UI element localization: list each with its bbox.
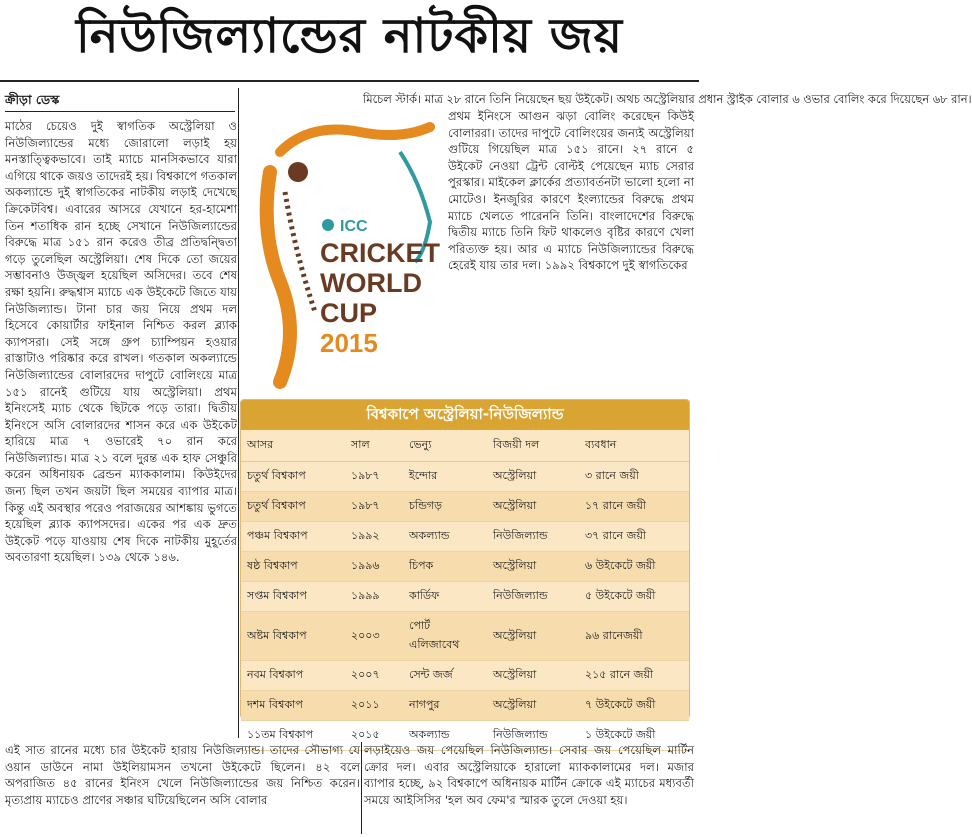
table-header-row [241, 430, 689, 462]
icc-ball-icon [322, 219, 334, 231]
cell-year: ২০১৫ [345, 721, 403, 751]
cell-margin: ৫ উইকেটে জয়ী [579, 582, 689, 612]
right-top-text-line2 [245, 108, 445, 110]
cell-margin: ৯৬ রানেজয়ী [579, 612, 689, 661]
table-row [241, 522, 689, 552]
cell-margin: ১৭ রানে জয়ী [579, 492, 689, 522]
cell-year: ১৯৮৭ [345, 462, 403, 492]
cell-edition: চতুর্থ বিশ্বকাপ [241, 462, 345, 492]
cell-winner: নিউজিল্যান্ড [487, 721, 579, 751]
cricket-world-cup-logo [240, 112, 443, 402]
header-margin: ব্যবধান [579, 430, 689, 462]
cell-margin: ৭ উইকেটে জয়ী [579, 691, 689, 721]
cell-year: ১৯৮৭ [345, 492, 403, 522]
bottom-column-divider [361, 742, 362, 834]
cell-winner: অস্ট্রেলিয়া [487, 612, 579, 661]
column-divider [238, 88, 239, 738]
cell-edition: সপ্তম বিশ্বকাপ [241, 582, 345, 612]
bottom-left-text: এই সাত রানের মধ্যে চার উইকেট হারায় নিউজিল্যান্ড। তাদের সৌভাগ্য যে ওয়ান ডাউনে নামা উইলিয়ামসন তখনো উইকেটে ছিলেন। ৪২ বলে অপরাজিত ৪৫ রানের ইনিংস খেলে নিউজিল্যান্ডের জয় নিশ্চিত করেন। মৃত্যপ্রায় ম্যাচেও প্রাণের সঞ্চার ঘটিয়েছিলেন অসি বোলার [5, 743, 360, 807]
cell-margin: ২১৫ রানে জয়ী [579, 661, 689, 691]
cell-winner: অস্ট্রেলিয়া [487, 492, 579, 522]
bottom-right-text: লড়াইয়েও জয় পেয়েছিল নিউজিল্যান্ড। সেবার জয় পেয়েছিল মার্টিন ক্রোর দল। এবার অস্ট্রেলিয়াকে হারালো ম্যাককালামের দল। মজার ব্যাপার হচ্ছে, ৯২ বিশ্বকাপে অধিনায়ক মার্টিন ক্রোকে এই ম্যাচের মধ্যবর্তী সময়ে আইসিসির 'হল অব ফেম'র স্মারক তুলে দেওয়া হয়। [364, 743, 694, 807]
table-row [241, 552, 689, 582]
logo-icc: ICC [340, 218, 368, 235]
left-column-text: মাঠের চেয়েও দুই স্বাগতিক অস্ট্রেলিয়া ও নিউজিল্যান্ডের মধ্যে জোরালো লড়াই হয় মনস্তাত্ত্বিকভাবে। তাই ম্যাচে মানসিকভাবে যারা এগিয়ে থাকে জয়ও তাদেরই হয়। বিশ্বকাপে গতকাল অকল্যান্ডে দুই স্বাগতিকের নাটকীয় লড়াই দেখেছে ক্রিকেটবিশ্ব। এবারের আসরে যেখানে হর-হামেশা তিন শতাধিক রান হচ্ছে সেখানে নিউজিল্যান্ডের বিরুদ্ধে মাত্র ১৫১ রান করেও তীব্র প্রতিদ্বন্দ্বিতা গড়ে তুলেছিল অস্ট্রেলিয়া। শেষ দিকে তো জয়ের সম্ভাবনাও উজ্জ্বল হয়েছিল অসিদের। তবে শেষ রক্ষা হয়নি। রুদ্ধশ্বাস ম্যাচে এক উইকেটে জিতে যায় নিউজিল্যান্ড। টানা চার জয় নিয়ে প্রথম দল হিসেবে কোয়ার্টার ফাইনাল নিশ্চিত করল ব্ল্যাক ক্যাপসরা। সেই সঙ্গে গ্রুপ চ্যাম্পিয়ন হওয়ার রাস্তাটাও পরিষ্কার করে রাখল। গতকাল অকল্যান্ডে নিউজিল্যান্ডের বোলারদের দাপুটে বোলিংয়ে মাত্র ১৫১ রানেই গুটিয়ে যায় অস্ট্রেলিয়া। প্রথম ইনিংসেই ম্যাচ থেকে ছিটকে পড়ে তারা। দ্বিতীয় ইনিংসে অসি বোলারদের শাসন করে এক উইকেট হারিয়ে মাত্র ৭ ওভারেই ৭০ রান করে নিউজিল্যান্ড। মাত্র ২১ বলে দুরন্ত এক হাফ সেঞ্চুরি করেন অধিনায়ক ব্রেন্ডন ম্যাককালাম। কিউইদের জন্য ছিল তখন জয়টা ছিল সময়ের ব্যাপার মাত্র। কিন্তু এই অবস্থার পরেও পরাজয়ের আশঙ্কায় ভুগতে হয়েছিল ব্ল্যাক ক্যাপসদের। একের পর এক দ্রুত উইকেট পড়ে যাওয়ায় শেষ দিকে নাটকীয় মুহূর্তের অবতারণা হয়েছিল। ১৩৯ থেকে ১৪৬. [5, 119, 237, 565]
cell-winner: অস্ট্রেলিয়া [487, 691, 579, 721]
table-row [241, 492, 689, 522]
logo-ball [288, 162, 308, 182]
headline: নিউজিল্যান্ডের নাটকীয় জয় [75, 7, 624, 64]
table-title: বিশ্বকাপে অস্ট্রেলিয়া-নিউজিল্যান্ড [241, 400, 689, 430]
header-winner: বিজয়ী দল [487, 430, 579, 462]
table-row [241, 612, 689, 661]
worldcup-history-table [240, 399, 690, 741]
cell-edition: চতুর্থ বিশ্বকাপ [241, 492, 345, 522]
byline-rule [5, 111, 235, 112]
logo-graphic [240, 112, 443, 402]
cell-year: ২০০৩ [345, 612, 403, 661]
logo-world: WORLD [320, 268, 422, 298]
cell-edition: অষ্টম বিশ্বকাপ [241, 612, 345, 661]
cell-year: ২০১১ [345, 691, 403, 721]
cell-edition: নবম বিশ্বকাপ [241, 661, 345, 691]
cell-venue: অকল্যান্ড [403, 522, 487, 552]
cell-margin: ১ উইকেটে জয়ী [579, 721, 689, 751]
table-row [241, 462, 689, 492]
cell-winner: অস্ট্রেলিয়া [487, 462, 579, 492]
cell-venue: পোর্ট এলিজাবেথ [403, 612, 487, 661]
logo-cricket: CRICKET [320, 238, 440, 268]
table-row [241, 691, 689, 721]
header-edition: আসর [241, 430, 345, 462]
table-row [241, 661, 689, 691]
right-column-text: প্রথম ইনিংসে আগুন ঝড়া বোলিং করেছেন কিউই বোলাররা। তাদের দাপুটে বোলিংয়ের জন্যই অস্ট্রেলিয়া গুটিয়ে গিয়েছিল মাত্র ১৫১ রানে। ২৭ রানে ৫ উইকেট নেওয়া ট্রেন্ট বোল্টই পেয়েছেন ম্যাচ সেরার পুরস্কার। মাইকেল ক্লার্কের প্রত্যাবর্তনটা ভালো হলো না মোটেও। ইনজুরির কারণে ইংল্যান্ডের বিরুদ্ধে প্রথম ম্যাচে খেলতে পারেননি তিনি। বাংলাদেশের বিরুদ্ধে দ্বিতীয় ম্যাচে তিনি ফিট থাকলেও বৃষ্টির কারণে খেলা পরিত্যক্ত হয়। আর এ ম্যাচে নিউজিল্যান্ডের বিরুদ্ধে হেরেই যায় তার দল। ১৯৯২ বিশ্বকাপে দুই স্বাগতিকের [448, 109, 694, 273]
cell-edition: ১১তম বিশ্বকাপ [241, 721, 345, 751]
cell-margin: ৩৭ রানে জয়ী [579, 522, 689, 552]
results-table [241, 430, 689, 751]
logo-cup: CUP [320, 298, 378, 328]
header-year: সাল [345, 430, 403, 462]
cell-venue: চন্ডিগড় [403, 492, 487, 522]
cell-winner: অস্ট্রেলিয়া [487, 552, 579, 582]
cell-edition: ষষ্ঠ বিশ্বকাপ [241, 552, 345, 582]
cell-venue: নাগপুর [403, 691, 487, 721]
header-venue: ভেন্যু [403, 430, 487, 462]
cell-margin: ৩ রানে জয়ী [579, 462, 689, 492]
cell-edition: দশম বিশ্বকাপ [241, 691, 345, 721]
cell-venue: কার্ডিফ [403, 582, 487, 612]
headline-rule [0, 80, 699, 82]
cell-winner: নিউজিল্যান্ড [487, 522, 579, 552]
cell-venue: চিপক [403, 552, 487, 582]
cell-venue: সেন্ট জর্জ [403, 661, 487, 691]
cell-venue: ইন্দোর [403, 462, 487, 492]
table-row [241, 582, 689, 612]
cell-year: ১৯৯৯ [345, 582, 403, 612]
logo-swoosh-top [280, 127, 430, 152]
cell-year: ২০০৭ [345, 661, 403, 691]
cell-year: ১৯৯৬ [345, 552, 403, 582]
cell-edition: পঞ্চম বিশ্বকাপ [241, 522, 345, 552]
cell-winner: অস্ট্রেলিয়া [487, 661, 579, 691]
logo-swoosh-left [267, 172, 290, 382]
byline: ক্রীড়া ডেস্ক [5, 92, 60, 107]
cell-venue: অকল্যান্ড [403, 721, 487, 751]
cell-year: ১৯৯২ [345, 522, 403, 552]
right-top-text: মিচেল স্টার্ক। মাত্র ২৮ রানে তিনি নিয়েছেন ছয় উইকেট। অথচ অস্ট্রেলিয়ার প্রধান স্ট্রাইক বোলার ৬ ওভার বোলিং করে দিয়েছেন ৬৮ রান। [363, 92, 972, 106]
cell-winner: নিউজিল্যান্ড [487, 582, 579, 612]
cell-margin: ৬ উইকেটে জয়ী [579, 552, 689, 582]
logo-year: 2015 [320, 328, 378, 358]
